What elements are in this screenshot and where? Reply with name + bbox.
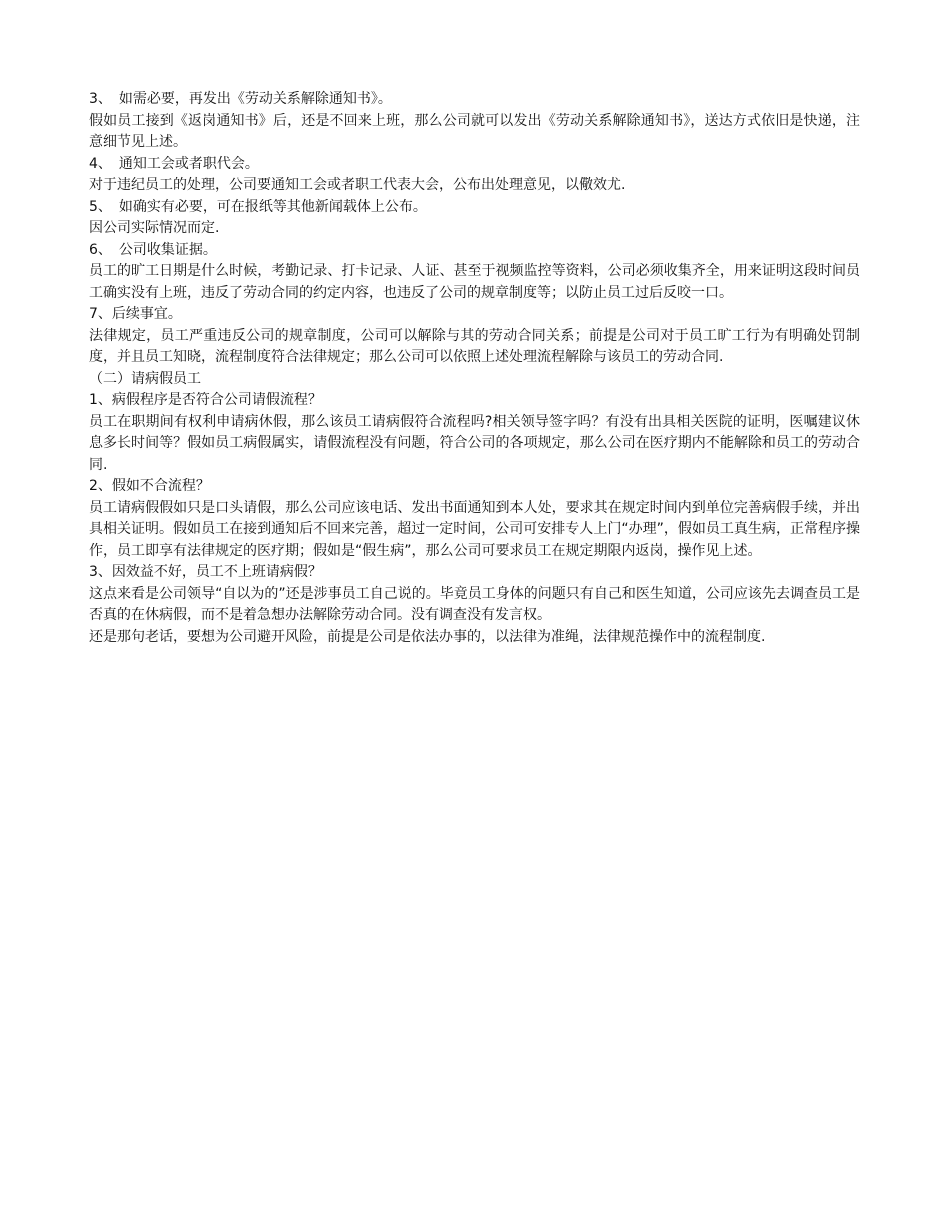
section-heading-7: 7、后续事宜。 [89,306,182,322]
section-heading-5: 5、 如确实有必要，可在报纸等其他新闻载体上公布。 [89,198,427,215]
subheading-2: 2、假如不合流程？ [89,478,210,494]
paragraph-union-notice: 对于违纪员工的处理，公司要通知工会或者职工代表大会，公布出处理意见，以儆效尤. [89,177,626,193]
paragraph-noncompliant-process: 员工请病假假如只是口头请假，那么公司应该电话、发出书面通知到本人处，要求其在规定时间内到单位完善病假手续，并出具相关证明。假如员工在接到通知后不回来完善，超过一定时间，公司可安排专人上门“办理”，假如员工真生病，正常程序操作，员工即享有法律规定的医疗期；假如是“假生病”，那么公司可要求员工在规定期限内返岗，操作见上述。 [89,499,860,559]
paragraph-poor-performance: 这点来看是公司领导“自以为的”还是涉事员工自己说的。毕竟员工身体的问题只有自己和医生知道，公司应该先去调查员工是否真的在休病假，而不是着急想办法解除劳动合同。没有调查没有发言权。 [89,585,860,623]
section-heading-sick-leave: （二）请病假员工 [89,370,201,387]
section-heading-4: 4、 通知工会或者职代会。 [89,155,259,172]
section-heading-6: 6、 公司收集证据。 [89,241,217,258]
subheading-1: 1、病假程序是否符合公司请假流程？ [89,392,322,408]
paragraph-evidence: 员工的旷工日期是什么时候，考勤记录、打卡记录、人证、甚至于视频监控等资料，公司必须收集齐全，用来证明这段时间员工确实没有上班，违反了劳动合同的约定内容，也违反了公司的规章制度等；以防止员工过后反咬一口。 [89,263,860,301]
paragraph-conclusion: 还是那句老话，要想为公司避开风险，前提是公司是依法办事的，以法律为准绳，法律规范操作中的流程制度. [89,628,766,645]
section-heading-3: 3、 如需必要，再发出《劳动关系解除通知书》。 [89,91,392,107]
paragraph-sick-leave-process: 员工在职期间有权利申请病休假，那么该员工请病假符合流程吗?相关领导签字吗？有没有出具相关医院的证明，医嘱建议休息多长时间等？假如员工病假属实，请假流程没有问题，符合公司的各项规定，那么公司在医疗期内不能解除和员工的劳动合同. [89,413,860,473]
subheading-3: 3、因效益不好，员工不上班请病假？ [89,564,322,580]
paragraph-company-situation: 因公司实际情况而定. [89,220,220,236]
paragraph-legal-provision: 法律规定，员工严重违反公司的规章制度，公司可以解除与其的劳动合同关系；前提是公司对于员工旷工行为有明确处罚制度，并且员工知晓，流程制度符合法律规定；那么公司可以依照上述处理流程解除与该员工的劳动合同. [89,327,860,365]
document-page [89,89,860,648]
paragraph-return-notice: 假如员工接到《返岗通知书》后，还是不回来上班，那么公司就可以发出《劳动关系解除通知书》，送达方式依旧是快递，注意细节见上述。 [89,112,860,150]
